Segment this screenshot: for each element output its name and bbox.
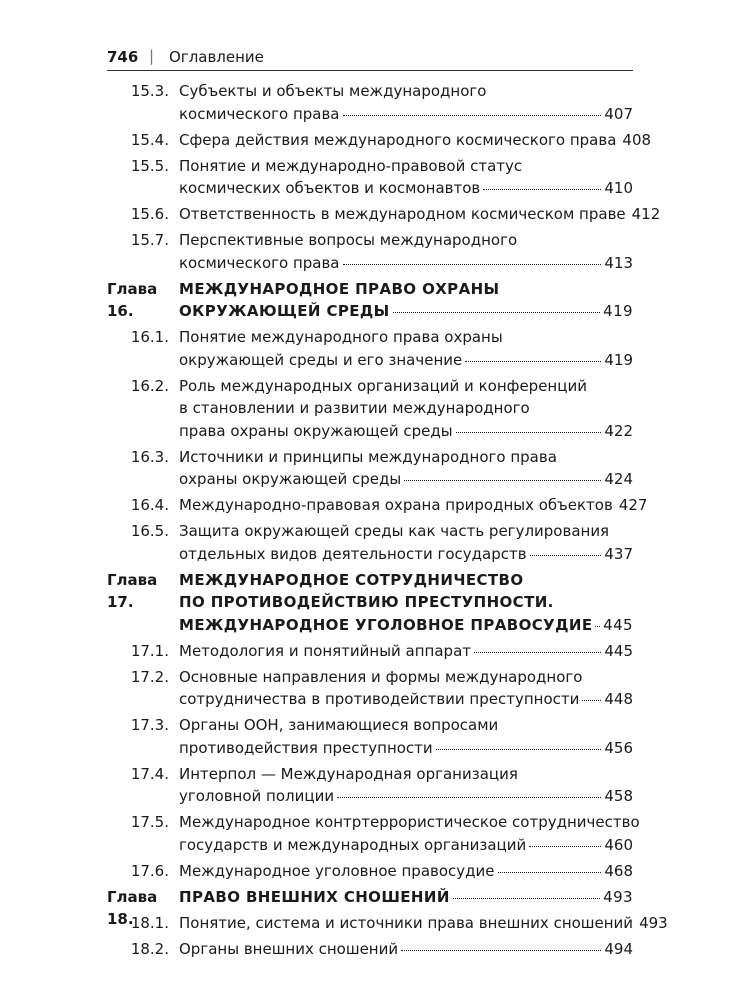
entry-title-line: Интерпол — Международная организация	[179, 764, 518, 783]
dot-leader	[404, 480, 601, 481]
entry-last-line	[179, 468, 633, 491]
entry-title-line: Понятие, система и источники права внешних сношений	[179, 913, 634, 932]
toc-section-entry	[107, 938, 633, 961]
entry-title-line: права охраны окружающей среды	[179, 421, 453, 440]
entry-title	[179, 666, 633, 711]
entry-title-line: в становлении и развитии международного	[179, 399, 530, 417]
entry-title	[179, 886, 633, 909]
entry-number: 16.4.	[130, 496, 169, 514]
entry-number: 15.4.	[130, 130, 169, 149]
entry-title-line: Международное уголовное правосудие	[179, 861, 495, 880]
entry-title	[179, 129, 652, 152]
entry-title	[179, 494, 648, 517]
entry-last-line	[179, 543, 633, 566]
header-separator: |	[149, 47, 155, 65]
entry-title	[179, 278, 633, 323]
dot-leader	[465, 361, 601, 362]
dot-leader	[456, 432, 602, 433]
toc-chapter-entry	[107, 278, 633, 323]
entry-title-line: охраны окружающей среды	[179, 470, 402, 488]
dot-leader	[595, 626, 600, 627]
entry-last-line	[179, 737, 633, 760]
entry-title-line: государств и международных организаций	[179, 835, 527, 854]
entry-last-line	[179, 688, 633, 711]
entry-page-number: 456	[604, 738, 633, 757]
dot-leader	[483, 189, 601, 190]
entry-title	[179, 714, 633, 759]
entry-last-line	[179, 349, 633, 372]
entry-title-line: Органы ООН, занимающиеся вопросами	[179, 716, 499, 734]
entry-title-line: ОКРУЖАЮЩЕЙ СРЕДЫ	[179, 302, 390, 320]
entry-number: 18.2.	[130, 939, 169, 958]
entry-last-line	[179, 912, 668, 935]
entry-number: Глава 18.	[107, 887, 158, 928]
entry-page-number: 494	[604, 939, 633, 958]
entry-title-line: отдельных видов деятельности государств	[179, 544, 527, 563]
entry-title-line: уголовной полиции	[179, 787, 335, 805]
entry-last-line	[179, 494, 648, 517]
entry-number: 17.2.	[130, 667, 169, 686]
entry-last-line	[179, 938, 633, 961]
entry-page-number: 427	[618, 496, 648, 514]
entry-page-number: 419	[603, 302, 633, 320]
toc-section-entry	[107, 129, 652, 152]
entry-title-line: Источники и принципы международного права	[179, 447, 557, 466]
entry-number: 17.4.	[130, 764, 169, 783]
entry-number: 16.1.	[130, 328, 169, 346]
entry-title-line: Методология и понятийный аппарат	[179, 641, 472, 660]
entry-number: 15.6.	[130, 205, 169, 223]
entry-last-line	[179, 103, 633, 126]
entry-number: 15.3.	[130, 82, 169, 100]
entry-title	[179, 80, 633, 125]
entry-title	[179, 520, 633, 565]
entry-title-line: окружающей среды и его значение	[179, 350, 463, 369]
entry-page-number: 419	[604, 350, 633, 369]
entry-page-number: 410	[604, 179, 633, 197]
dot-leader	[337, 797, 601, 798]
toc-section-entry	[107, 763, 633, 808]
entry-title-line: сотрудничества в противодействии преступности	[179, 690, 580, 708]
entry-page-number: 468	[604, 861, 633, 880]
entry-title-line: космического права	[179, 253, 340, 272]
entry-title-line: Понятие международного права охраны	[179, 328, 503, 346]
entry-last-line	[179, 252, 633, 275]
entry-title-line: Субъекты и объекты международного	[179, 82, 487, 100]
toc-section-entry	[107, 640, 633, 663]
entry-page-number: 458	[604, 787, 633, 805]
toc-section-entry	[107, 80, 633, 125]
toc-section-entry	[107, 714, 633, 759]
entry-number: 15.7.	[130, 231, 169, 249]
dot-leader	[474, 652, 601, 653]
entry-page-number: 448	[604, 690, 633, 708]
entry-title-line: МЕЖДУНАРОДНОЕ СОТРУДНИЧЕСТВО	[179, 570, 524, 589]
entry-last-line	[179, 300, 633, 323]
entry-title	[179, 763, 633, 808]
toc-section-entry	[107, 912, 668, 935]
entry-number: 18.1.	[130, 913, 169, 932]
entry-number: 15.5.	[130, 156, 169, 175]
entry-number: 16.2.	[130, 376, 169, 395]
entry-title-line: Ответственность в международном космическом праве	[179, 205, 626, 223]
toc-section-entry	[107, 860, 633, 883]
page-header	[107, 44, 633, 71]
entry-title-line: ПО ПРОТИВОДЕЙСТВИЮ ПРЕСТУПНОСТИ.	[179, 593, 554, 611]
entry-number: Глава 16.	[107, 279, 158, 320]
entry-title	[179, 569, 633, 637]
toc-section-entry	[107, 494, 648, 517]
dot-leader	[436, 749, 602, 750]
entry-title-line: Перспективные вопросы международного	[179, 231, 518, 249]
entry-last-line	[179, 177, 633, 200]
entry-last-line	[179, 420, 633, 443]
entry-page-number: 437	[604, 544, 633, 563]
entry-last-line	[179, 886, 633, 909]
entry-title-line: противодействия преступности	[179, 738, 433, 757]
dot-leader	[393, 312, 601, 313]
entry-title	[179, 326, 633, 371]
dot-leader	[498, 872, 602, 873]
entry-number: 17.5.	[130, 813, 169, 831]
entry-title	[179, 938, 633, 961]
entry-number: 17.6.	[130, 861, 169, 880]
entry-last-line	[179, 129, 652, 152]
entry-title	[179, 203, 661, 226]
dot-leader	[343, 115, 602, 116]
toc-section-entry	[107, 375, 633, 443]
entry-last-line	[179, 834, 633, 857]
entry-title	[179, 811, 640, 856]
entry-title	[179, 640, 633, 663]
entry-title-line: МЕЖДУНАРОДНОЕ УГОЛОВНОЕ ПРАВОСУДИЕ	[179, 615, 593, 634]
toc-chapter-entry	[107, 569, 633, 637]
entry-page-number: 422	[604, 421, 633, 440]
entry-title-line: Международно-правовая охрана природных объектов	[179, 496, 613, 514]
dot-leader	[530, 555, 602, 556]
entry-page-number: 407	[604, 104, 633, 123]
entry-number: 16.3.	[130, 447, 169, 466]
toc-section-entry	[107, 520, 633, 565]
entry-title-line: МЕЖДУНАРОДНОЕ ПРАВО ОХРАНЫ	[179, 279, 500, 298]
entry-title-line: Защита окружающей среды как часть регулирования	[179, 522, 610, 540]
entry-title-line: Роль международных организаций и конференций	[179, 376, 587, 395]
entry-title-line: Понятие и международно-правовой статус	[179, 156, 523, 175]
dot-leader	[529, 846, 601, 847]
entry-page-number: 408	[622, 130, 652, 149]
entry-last-line	[179, 860, 633, 883]
entry-title-line: космических объектов и космонавтов	[179, 179, 481, 197]
table-of-contents	[107, 80, 668, 964]
toc-section-entry	[107, 811, 640, 856]
toc-section-entry	[107, 229, 633, 274]
toc-section-entry	[107, 155, 633, 200]
toc-section-entry	[107, 446, 633, 491]
entry-title	[179, 860, 633, 883]
entry-number: 17.3.	[130, 716, 169, 734]
running-head-title: Оглавление	[169, 48, 264, 66]
dot-leader	[453, 898, 600, 899]
entry-page-number: 493	[603, 887, 633, 906]
entry-page-number: 493	[639, 913, 668, 932]
entry-last-line	[179, 785, 633, 808]
entry-page-number: 413	[604, 253, 633, 272]
dot-leader	[343, 264, 602, 265]
entry-page-number: 445	[603, 615, 633, 634]
entry-title	[179, 912, 668, 935]
entry-title-line: Международное контртеррористическое сотрудничество	[179, 813, 640, 831]
entry-title-line: космического права	[179, 104, 340, 123]
entry-number: Глава 17.	[107, 570, 158, 611]
entry-page-number: 445	[604, 641, 633, 660]
toc-section-entry	[107, 203, 661, 226]
entry-number: 17.1.	[130, 641, 169, 660]
page-number: 746	[107, 48, 139, 66]
entry-last-line	[179, 640, 633, 663]
entry-last-line	[179, 614, 633, 637]
entry-title	[179, 229, 633, 274]
entry-page-number: 412	[631, 205, 661, 223]
entry-title-line: ПРАВО ВНЕШНИХ СНОШЕНИЙ	[179, 887, 450, 906]
dot-leader	[582, 700, 601, 701]
entry-title-line: Основные направления и формы международного	[179, 667, 583, 686]
entry-title	[179, 446, 633, 491]
entry-title	[179, 375, 633, 443]
entry-title-line: Органы внешних сношений	[179, 939, 399, 958]
entry-page-number: 460	[604, 835, 633, 854]
entry-page-number: 424	[604, 470, 633, 488]
toc-section-entry	[107, 326, 633, 371]
entry-number: 16.5.	[130, 522, 169, 540]
toc-section-entry	[107, 666, 633, 711]
entry-title-line: Сфера действия международного космического права	[179, 130, 617, 149]
dot-leader	[401, 950, 601, 951]
entry-last-line	[179, 203, 661, 226]
entry-title	[179, 155, 633, 200]
